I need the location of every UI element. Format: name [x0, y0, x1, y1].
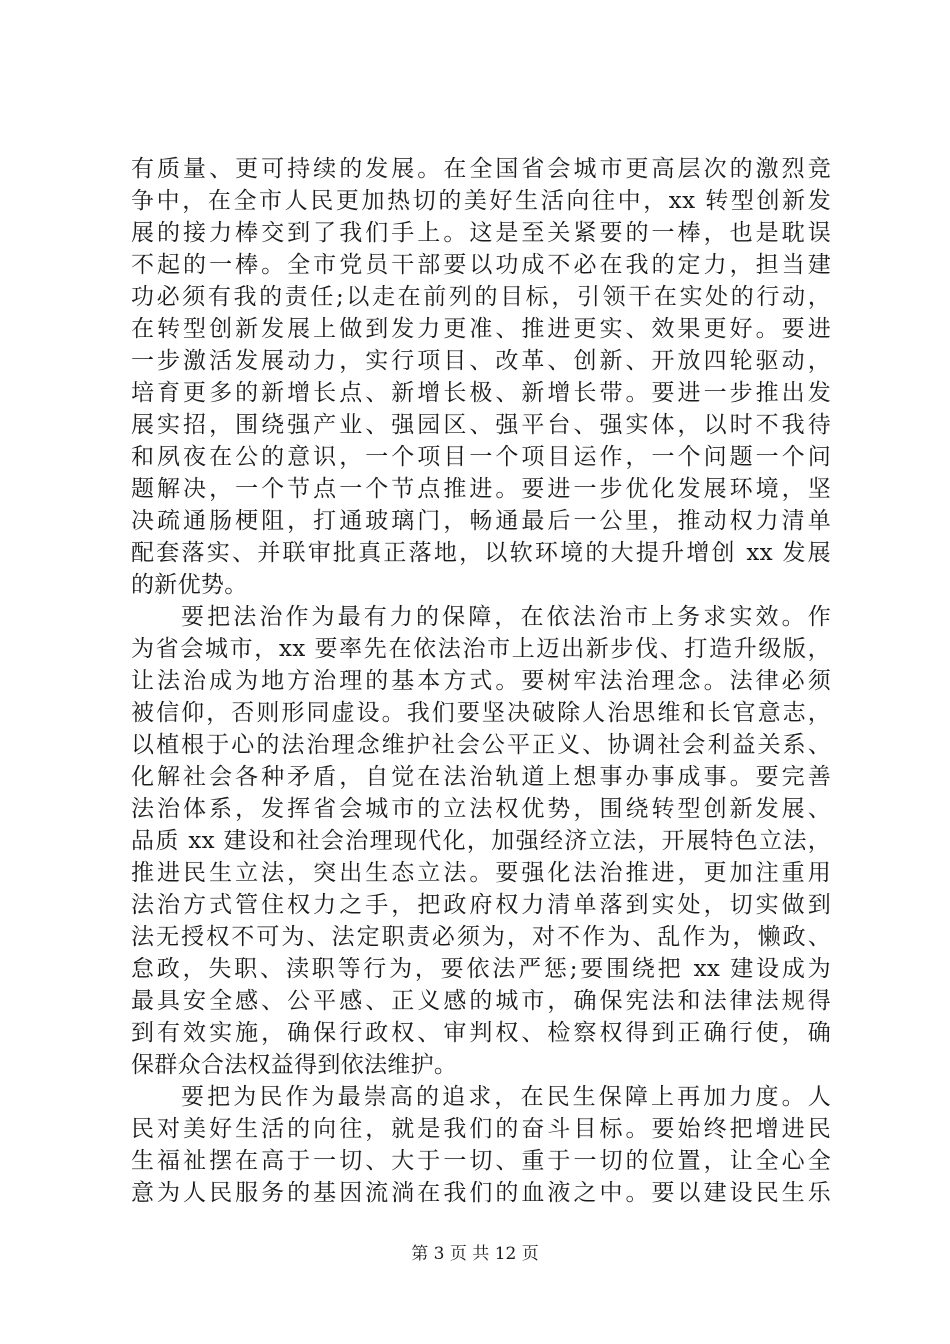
- text-line: 有质量、更可持续的发展。在全国省会城市更高层次的激烈竞: [131, 156, 831, 182]
- text-line: 到有效实施，确保行政权、审判权、检察权得到正确行使，确: [131, 1020, 831, 1046]
- text-line: 化解社会各种矛盾，自觉在法治轨道上想事办事成事。要完善: [131, 764, 831, 790]
- text-line: 推进民生立法，突出生态立法。要强化法治推进，更加注重用: [131, 860, 831, 886]
- text-line: 保群众合法权益得到依法维护。: [131, 1052, 458, 1078]
- text-line: 的新优势。: [131, 572, 248, 598]
- text-line: 怠政，失职、渎职等行为，要依法严惩;要围绕把 xx 建设成为: [131, 956, 831, 982]
- text-line: 生福祉摆在高于一切、大于一切、重于一切的位置，让全心全: [131, 1148, 831, 1174]
- text-line: 功必须有我的责任;以走在前列的目标，引领干在实处的行动，: [131, 284, 831, 310]
- text-line: 最具安全感、公平感、正义感的城市，确保宪法和法律法规得: [131, 988, 831, 1014]
- text-line: 争中，在全市人民更加热切的美好生活向往中，xx 转型创新发: [131, 188, 831, 214]
- text-line: 展的接力棒交到了我们手上。这是至关紧要的一棒，也是耽误: [131, 220, 831, 246]
- document-body: [131, 153, 831, 1209]
- text-line: 品质 xx 建设和社会治理现代化，加强经济立法，开展特色立法，: [131, 828, 831, 854]
- text-line: 意为人民服务的基因流淌在我们的血液之中。要以建设民生乐: [131, 1180, 831, 1206]
- paragraph-first-line: 要把为民作为最崇高的追求，在民生保障上再加力度。人: [181, 1084, 831, 1110]
- page-number-footer: 第 3 页 共 12 页: [411, 1244, 539, 1264]
- text-line: 培育更多的新增长点、新增长极、新增长带。要进一步推出发: [131, 380, 831, 406]
- text-line: 不起的一棒。全市党员干部要以功成不必在我的定力，担当建: [131, 252, 831, 278]
- paragraph-first-line: 要把法治作为最有力的保障，在依法治市上务求实效。作: [181, 604, 831, 630]
- text-line: 被信仰，否则形同虚设。我们要坚决破除人治思维和长官意志，: [131, 700, 831, 726]
- text-line: 展实招，围绕强产业、强园区、强平台、强实体，以时不我待: [131, 412, 831, 438]
- text-line: 为省会城市，xx 要率先在依法治市上迈出新步伐、打造升级版，: [131, 636, 831, 662]
- text-line: 以植根于心的法治理念维护社会公平正义、协调社会利益关系、: [131, 732, 831, 758]
- text-line: 题解决，一个节点一个节点推进。要进一步优化发展环境，坚: [131, 476, 831, 502]
- text-line: 法无授权不可为、法定职责必须为，对不作为、乱作为，懒政、: [131, 924, 831, 950]
- text-line: 一步激活发展动力，实行项目、改革、创新、开放四轮驱动，: [131, 348, 831, 374]
- text-line: 民对美好生活的向往，就是我们的奋斗目标。要始终把增进民: [131, 1116, 831, 1142]
- text-line: 配套落实、并联审批真正落地，以软环境的大提升增创 xx 发展: [131, 540, 831, 566]
- text-line: 在转型创新发展上做到发力更准、推进更实、效果更好。要进: [131, 316, 831, 342]
- text-line: 和夙夜在公的意识，一个项目一个项目运作，一个问题一个问: [131, 444, 831, 470]
- text-line: 法治体系，发挥省会城市的立法权优势，围绕转型创新发展、: [131, 796, 831, 822]
- text-line: 法治方式管住权力之手，把政府权力清单落到实处，切实做到: [131, 892, 831, 918]
- text-line: 决疏通肠梗阻，打通玻璃门，畅通最后一公里，推动权力清单: [131, 508, 831, 534]
- text-line: 让法治成为地方治理的基本方式。要树牢法治理念。法律必须: [131, 668, 831, 694]
